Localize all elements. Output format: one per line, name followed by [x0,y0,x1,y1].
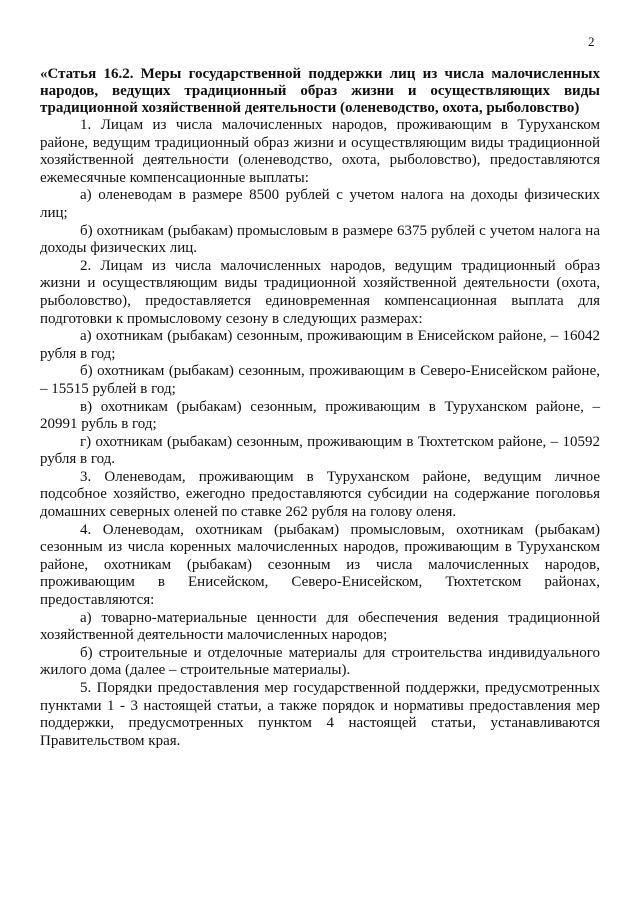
paragraph-4: 4. Оленеводам, охотникам (рыбакам) промысловым, охотникам (рыбакам) сезонным из числа коренных малочисленных народов, проживающим в Туруханском районе, охотникам (рыбакам) сезонным из числа малочисленных народов, проживающим в Енисейском, Северо-Енисейском, Тюхтетском районах, предоставляются: [40,521,600,609]
paragraph-1: 1. Лицам из числа малочисленных народов, проживающим в Туруханском районе, ведущим традиционный образ жизни и осуществляющим виды традиционной хозяйственной деятельности (оленеводство, охота, рыболовство), предоставляются ежемесячные компенсационные выплаты: [40,117,600,186]
paragraph-4b: б) строительные и отделочные материалы для строительства индивидуального жилого дома (далее – строительные материалы). [40,644,600,679]
paragraph-4a: а) товарно-материальные ценности для обеспечения ведения традиционной хозяйственной деятельности малочисленных народов; [40,609,600,644]
article-heading: «Статья 16.2. Меры государственной поддержки лиц из числа малочисленных народов, ведущих традиционный образ жизни и осуществляющих виды традиционной хозяйственной деятельности (оленеводство, охота, рыболовство) [40,66,600,116]
paragraph-2a: а) охотникам (рыбакам) сезонным, проживающим в Енисейском районе, – 16042 рубля в год; [40,328,600,362]
paragraph-5: 5. Порядки предоставления мер государственной поддержки, предусмотренных пунктами 1 - 3 настоящей статьи, а также порядок и нормативы предоставления мер поддержки, предусмотренных пунктом 4 настоящей статьи, устанавливаются Правительством края. [40,680,600,749]
document-body [40,66,600,750]
paragraph-2g: г) охотникам (рыбакам) сезонным, проживающим в Тюхтетском районе, – 10592 рубля в год. [40,433,600,468]
paragraph-3: 3. Оленеводам, проживающим в Туруханском районе, ведущим личное подсобное хозяйство, ежегодно предоставляются субсидии на содержание поголовья домашних северных оленей по ставке 262 рубля на голову оленя. [40,468,600,521]
paragraph-2v: в) охотникам (рыбакам) сезонным, проживающим в Туруханском районе, – 20991 рубль в год; [40,398,600,433]
paragraph-2: 2. Лицам из числа малочисленных народов, ведущим традиционный образ жизни и осуществляющим виды традиционной хозяйственной деятельности (охота, рыболовство), предоставляется единовременная компенсационная выплата для подготовки к промысловому сезону в следующих размерах: [40,257,600,327]
paragraph-2b: б) охотникам (рыбакам) сезонным, проживающим в Северо-Енисейском районе, – 15515 рублей в год; [40,363,600,397]
paragraph-1b: б) охотникам (рыбакам) промысловым в размере 6375 рублей с учетом налога на доходы физических лиц. [40,222,600,257]
page-number: 2 [588,34,595,49]
paragraph-1a: а) оленеводам в размере 8500 рублей с учетом налога на доходы физических лиц; [40,187,600,221]
